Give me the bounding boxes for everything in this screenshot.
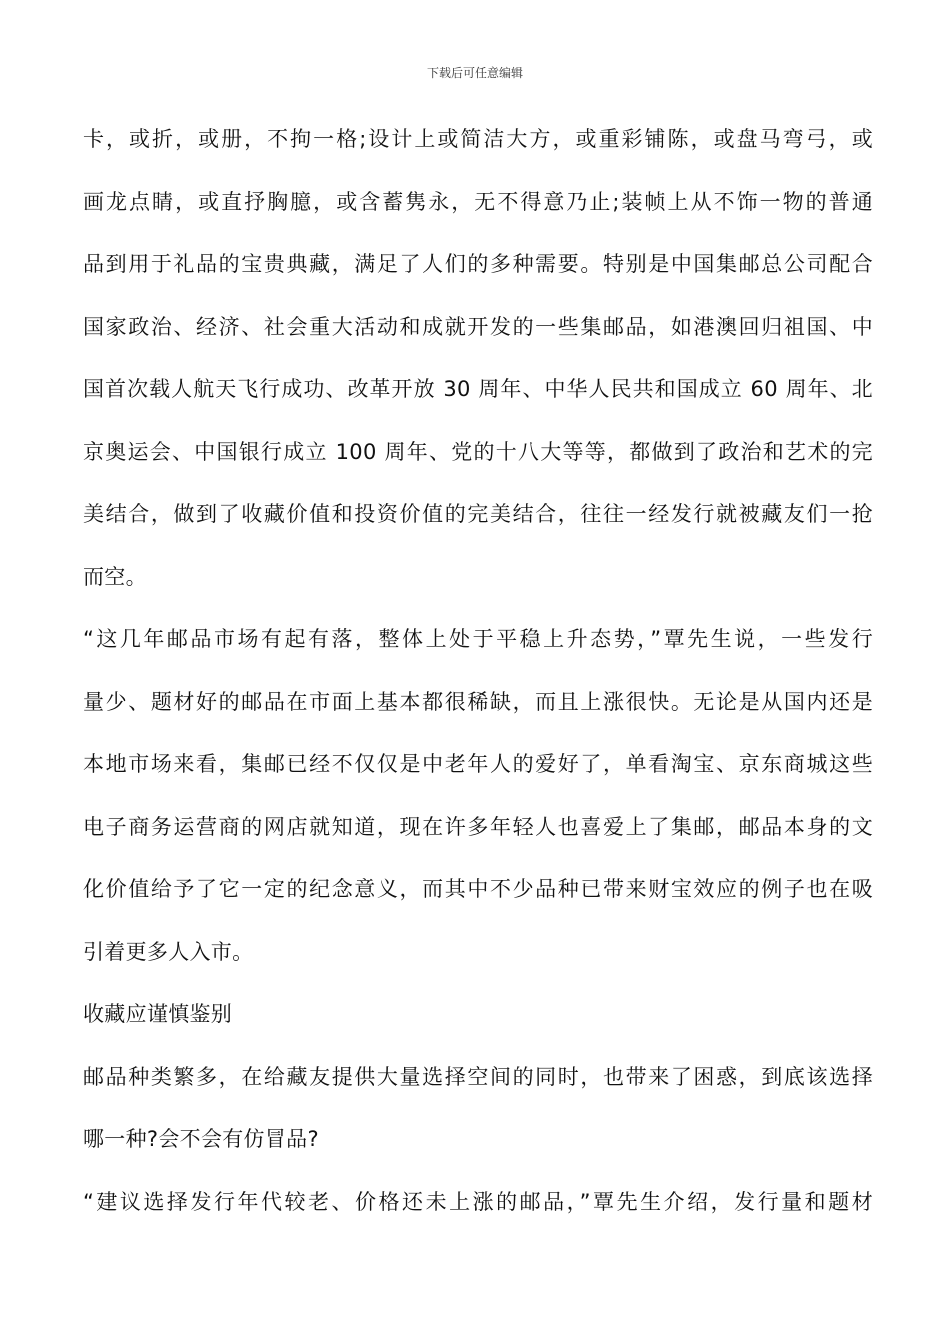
text-line: 国家政治、经济、社会重大活动和成就开发的一些集邮品，如港澳回归祖国、中: [83, 314, 873, 339]
text-line: 引着更多人入市。: [83, 939, 254, 964]
text-line: 国首次载人航天飞行成功、改革开放 30 周年、中华人民共和国成立 60 周年、北: [83, 377, 873, 401]
text-line: 哪一种?会不会有仿冒品?: [83, 1127, 319, 1151]
text-line: “这几年邮品市场有起有落，整体上处于平稳上升态势，”覃先生说，一些发行: [83, 627, 873, 651]
text-line: 品到用于礼品的宝贵典藏，满足了人们的多种需要。特别是中国集邮总公司配合: [83, 252, 873, 276]
section-heading: 收藏应谨慎鉴别: [83, 1002, 233, 1026]
text-line: 而空。: [83, 564, 147, 589]
text-line: 邮品种类繁多，在给藏友提供大量选择空间的同时，也带来了困惑，到底该选择: [83, 1064, 873, 1089]
text-line: 卡，或折，或册，不拘一格;设计上或简洁大方，或重彩铺陈，或盘马弯弓，或: [83, 127, 873, 151]
text-line: 画龙点睛，或直抒胸臆，或含蓄隽永，无不得意乃止;装帧上从不饰一物的普通: [83, 189, 873, 214]
text-line: 本地市场来看，集邮已经不仅仅是中老年人的爱好了，单看淘宝、京东商城这些: [83, 752, 873, 776]
text-line: 美结合，做到了收藏价值和投资价值的完美结合，往往一经发行就被藏友们一抢: [83, 502, 873, 526]
text-line: 京奥运会、中国银行成立 100 周年、党的十八大等等，都做到了政治和艺术的完: [83, 439, 873, 464]
document-body: [83, 108, 873, 1233]
text-line: “建议选择发行年代较老、价格还未上涨的邮品，”覃先生介绍，发行量和题材: [83, 1189, 873, 1214]
text-line: 电子商务运营商的网店就知道，现在许多年轻人也喜爱上了集邮，邮品本身的文: [83, 814, 873, 839]
text-line: 化价值给予了它一定的纪念意义，而其中不少品种已带来财宝效应的例子也在吸: [83, 877, 873, 901]
page-header: 下载后可任意编辑: [426, 66, 523, 80]
text-line: 量少、题材好的邮品在市面上基本都很稀缺，而且上涨很快。无论是从国内还是: [83, 689, 873, 714]
